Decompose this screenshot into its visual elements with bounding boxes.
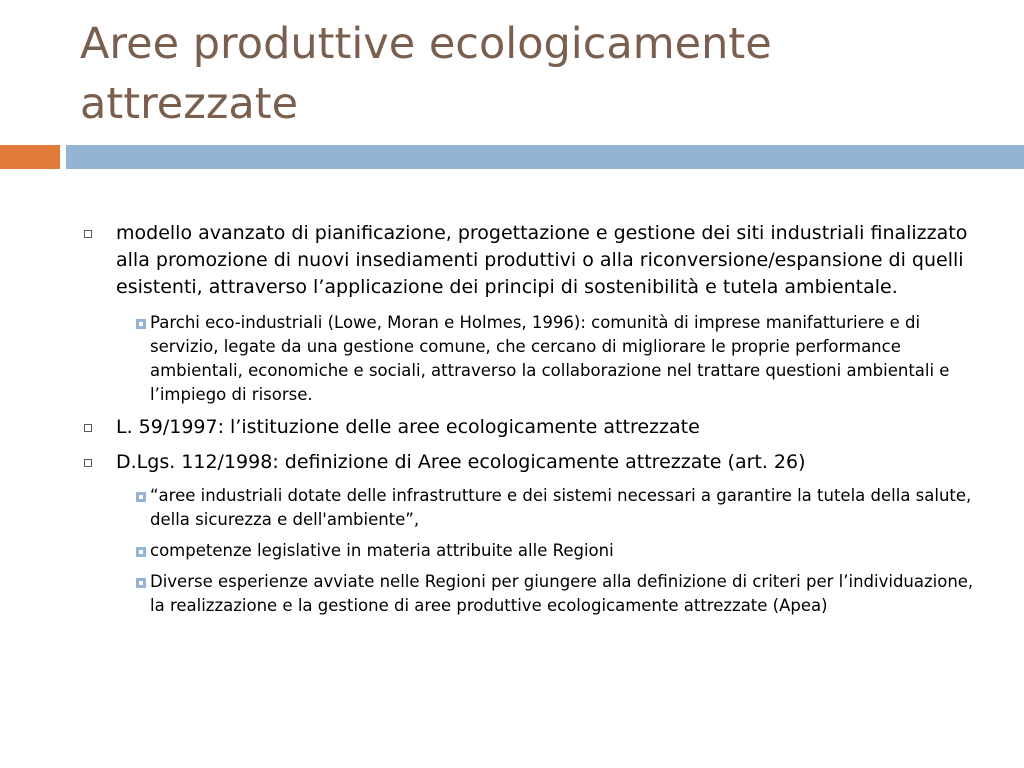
hollow-square-bullet-icon xyxy=(84,230,92,238)
bullet-item xyxy=(82,220,987,301)
sub-bullet-text: Diverse esperienze avviate nelle Regioni per giungere alla definizione di criteri per l’individuazione, la realizzazione e la gestione di aree produttive ecologicamente attrezzate (Apea) xyxy=(150,572,974,615)
slide-title: Aree produttive ecologicamente attrezzate xyxy=(80,19,772,129)
filled-square-bullet-icon xyxy=(136,547,146,557)
bullet-text: D.Lgs. 112/1998: definizione di Aree ecologicamente attrezzate (art. 26) xyxy=(116,451,806,473)
hollow-square-bullet-icon xyxy=(84,459,92,467)
filled-square-bullet-icon xyxy=(136,578,146,588)
filled-square-bullet-icon xyxy=(136,492,146,502)
hollow-square-bullet-icon xyxy=(84,424,92,432)
slide-content xyxy=(82,220,987,625)
sub-bullet-item xyxy=(116,484,987,532)
sub-bullet-text: Parchi eco-industriali (Lowe, Moran e Holmes, 1996): comunità di imprese manifatturiere e di servizio, legate da una gestione comune, che cercano di migliorare le proprie performance ambientali, economiche e sociali, attraverso la collaborazione nel trattare questioni ambientali e l’impiego di risorse. xyxy=(150,313,950,404)
sub-bullet-item xyxy=(116,311,987,407)
accent-bar-blue xyxy=(66,145,1024,169)
sub-bullet-text: “aree industriali dotate delle infrastrutture e dei sistemi necessari a garantire la tutela della salute, della sicurezza e dell'ambiente”, xyxy=(150,486,972,529)
sub-bullet-text: competenze legislative in materia attribuite alle Regioni xyxy=(150,541,614,560)
sub-bullet-item xyxy=(116,539,987,563)
filled-square-bullet-icon xyxy=(136,319,146,329)
accent-bar-orange xyxy=(0,145,60,169)
bullet-item xyxy=(82,449,987,476)
bullet-item xyxy=(82,414,987,441)
bullet-text: modello avanzato di pianificazione, progettazione e gestione dei siti industriali finalizzato alla promozione di nuovi insediamenti produttivi o alla riconversione/espansione di quelli esistenti, attraverso l’applicazione dei principi di sostenibilità e tutela ambientale. xyxy=(116,222,968,298)
bullet-text: L. 59/1997: l’istituzione delle aree ecologicamente attrezzate xyxy=(116,416,700,438)
sub-bullet-item xyxy=(116,570,987,618)
